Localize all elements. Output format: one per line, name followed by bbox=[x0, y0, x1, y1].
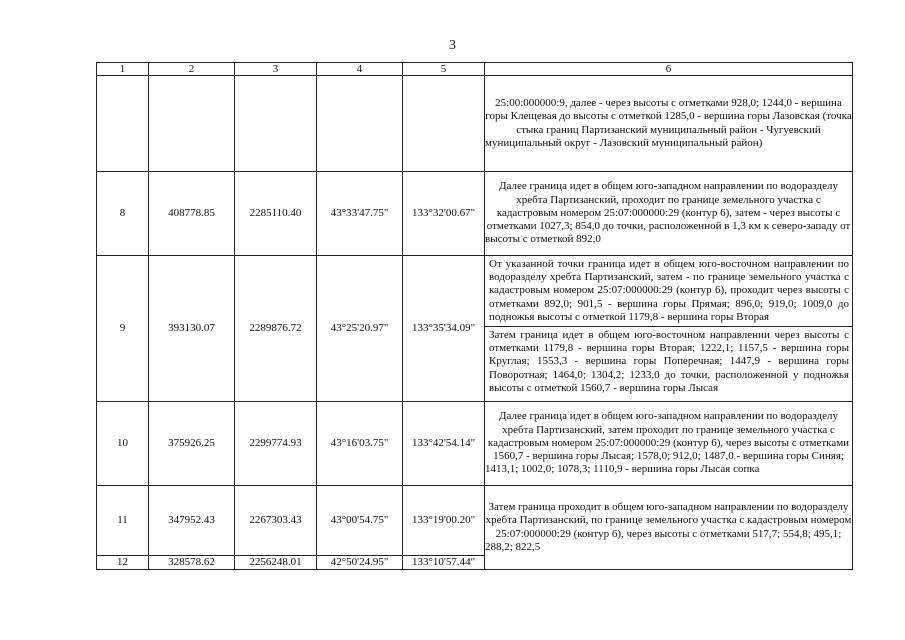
description-cell: Далее граница идет в общем юго-западном направлении по водоразделу хребта Партизанский, проходит по границе земельного участка с кадастровым номером 25:07:000000:29 (контур 6), затем - через высоты с отметками 1027,3; 854,0 до точки, расположенной в 1,3 км к северо-западу от высоты с отметкой 892,0 bbox=[485, 172, 853, 256]
latitude: 43°33'47.75" bbox=[317, 172, 403, 256]
description-paragraph: От указанной точки граница идет в общем юго-восточном направлении по водоразделу хребта Партизанский, затем - по границе земельного участка с кадастровым номером 25:07:000000:29 (контур 6), проходит через высоты с отметками 892,0; 901,5 - вершина горы Прямая; 896,0; 919,0; 1009,0 до подножья высоты с отметкой 1179,8 - вершина горы Вторая bbox=[489, 258, 849, 323]
x-coordinate: 328578.62 bbox=[149, 556, 235, 570]
y-coordinate: 2256248.01 bbox=[235, 556, 317, 570]
y-coordinate: 2267303.43 bbox=[235, 486, 317, 556]
latitude: 43°16'03.75" bbox=[317, 402, 403, 486]
description-cell: Затем граница проходит в общем юго-западном направлении по водоразделу хребта Партизанский, по границе земельного участка с кадастровым номером 25:07:000000:29 (контур 6), через высоты с отметками 517,7; 554,8; 495,1; 288,2; 822,5 bbox=[485, 486, 853, 570]
empty-cell bbox=[149, 76, 235, 172]
point-number: 8 bbox=[97, 172, 149, 256]
description-paragraph: Затем граница идет в общем юго-восточном направлении через высоты с отметками 1179,8 - вершина горы Вторая; 1222,1; 1157,5 - вершина горы Круглая; 1553,3 - вершина горы Поперечная; 1447,9 - вершина горы Поворотная; 1464,0; 1304,2; 1233,0 до точки, расположенной у подножья высоты с отметкой 1560,7 - вершина горы Лысая bbox=[485, 326, 852, 397]
header-row bbox=[97, 63, 853, 76]
col-header-6: 6 bbox=[485, 63, 853, 76]
point-number: 12 bbox=[97, 556, 149, 570]
x-coordinate: 375926.25 bbox=[149, 402, 235, 486]
longitude: 133°35'34.09" bbox=[403, 256, 485, 402]
point-number: 11 bbox=[97, 486, 149, 556]
y-coordinate: 2299774.93 bbox=[235, 402, 317, 486]
col-header-5: 5 bbox=[403, 63, 485, 76]
table-row bbox=[97, 486, 853, 556]
col-header-3: 3 bbox=[235, 63, 317, 76]
y-coordinate: 2289876.72 bbox=[235, 256, 317, 402]
description-cell bbox=[485, 256, 853, 402]
x-coordinate: 393130.07 bbox=[149, 256, 235, 402]
table-row bbox=[97, 172, 853, 256]
x-coordinate: 347952.43 bbox=[149, 486, 235, 556]
longitude: 133°10'57.44" bbox=[403, 556, 485, 570]
empty-cell bbox=[235, 76, 317, 172]
table-row bbox=[97, 256, 853, 402]
empty-cell bbox=[97, 76, 149, 172]
latitude: 43°00'54.75" bbox=[317, 486, 403, 556]
table-row bbox=[97, 76, 853, 172]
page-number: 3 bbox=[449, 38, 456, 53]
empty-cell bbox=[403, 76, 485, 172]
col-header-1: 1 bbox=[97, 63, 149, 76]
empty-cell bbox=[317, 76, 403, 172]
longitude: 133°19'00.20" bbox=[403, 486, 485, 556]
table-row bbox=[97, 402, 853, 486]
point-number: 10 bbox=[97, 402, 149, 486]
col-header-2: 2 bbox=[149, 63, 235, 76]
description-cell: 25:00:000000:9, далее - через высоты с отметками 928,0; 1244,0 - вершина горы Клещевая до высоты с отметкой 1285,0 - вершина горы Лазовская (точка стыка границ Партизанский муниципальный район - Чугуевский муниципальный округ - Лазовский муниципальный район) bbox=[485, 76, 853, 172]
latitude: 42°50'24.95" bbox=[317, 556, 403, 570]
description-cell: Далее граница идет в общем юго-западном направлении по водоразделу хребта Партизанский, затем проходит по границе земельного участка с кадастровым номером 25:07:000000:29 (контур 6), через высоты с отметками 1560,7 - вершина горы Лысая; 1578,0; 912,0; 1487,0 - вершина горы Синяя; 1413,1; 1002,0; 1078,3; 1110,9 - вершина горы Лысая сопка bbox=[485, 402, 853, 486]
boundary-points-table bbox=[96, 62, 853, 570]
col-header-4: 4 bbox=[317, 63, 403, 76]
latitude: 43°25'20.97" bbox=[317, 256, 403, 402]
point-number: 9 bbox=[97, 256, 149, 402]
x-coordinate: 408778.85 bbox=[149, 172, 235, 256]
y-coordinate: 2285110.40 bbox=[235, 172, 317, 256]
longitude: 133°42'54.14" bbox=[403, 402, 485, 486]
longitude: 133°32'00.67" bbox=[403, 172, 485, 256]
